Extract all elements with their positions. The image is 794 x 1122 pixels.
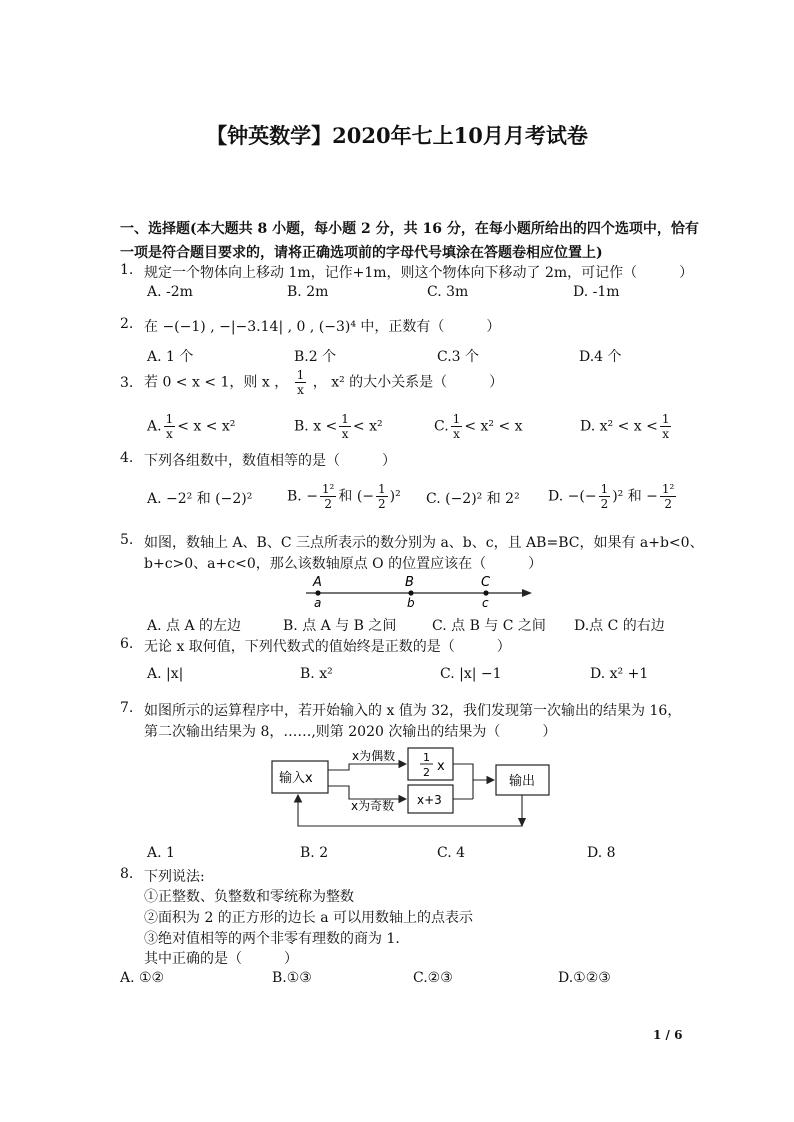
q4-option-d: D. −(− $\frac{1}{2}$ )² 和 − $\frac{\text{1²}}{2}$	[548, 482, 675, 511]
q7-option-a: A. 1	[147, 845, 175, 861]
q3-option-a: A. $\frac{1}{x}$ < x < x²	[147, 412, 236, 441]
q5-option-a: A. 点 A 的左边	[147, 618, 242, 634]
q3-fraction: $\frac{1}{x}$	[296, 368, 305, 397]
q4-option-a: A. −2² 和 (−2)²	[147, 491, 253, 507]
q5-option-d: D.点 C 的右边	[574, 618, 665, 634]
question-number: 6.	[120, 636, 134, 652]
merge-arrow	[453, 764, 494, 780]
q4-option-b: B. − $\frac{\text{1²}}{2}$ 和 (− $\frac{1}{2}$ )²	[287, 482, 401, 511]
q5-option-c: C. 点 B 与 C 之间	[432, 618, 546, 634]
point-a	[315, 590, 320, 595]
question-number: 2.	[120, 316, 134, 332]
q8-option-a: A. ①②	[120, 970, 165, 986]
question-number: 1.	[120, 262, 134, 278]
label-a: A	[313, 575, 322, 590]
number-line-figure	[300, 572, 540, 612]
q1-option-c: C. 3m	[427, 284, 469, 300]
question-8-text: 下列说法:	[144, 869, 205, 885]
value-b: b	[407, 596, 415, 610]
section-heading-line2: 一项是符合题目要求的，请将正确选项前的字母代号填涂在答题卷相应位置上)	[120, 245, 603, 261]
question-1-text: 规定一个物体向上移动 1m，记作+1m，则这个物体向下移动了 2m，可记作（ ）	[144, 265, 694, 281]
q1-option-a: A. -2m	[147, 284, 193, 300]
q6-option-c: C. |x| −1	[440, 666, 502, 682]
odd-label: x为奇数	[351, 799, 395, 813]
q6-option-a: A. |x|	[147, 666, 184, 682]
q1-option-d: D. -1m	[573, 284, 620, 300]
question-7-line2: 第二次输出结果为 8，……,则第 2020 次输出的结果为（ ）	[144, 724, 557, 740]
question-7-line1: 如图所示的运算程序中，若开始输入的 x 值为 32，我们发现第一次输出的结果为 16，	[144, 703, 682, 719]
question-6-text: 无论 x 取何值，下列代数式的值始终是正数的是（ ）	[144, 639, 511, 655]
q3-text-b: ， x² 的大小关系是（ ）	[312, 374, 504, 391]
question-number: 7.	[120, 700, 134, 716]
q2-expression: −(−1) , −|−3.14| , 0 , (−3)⁴	[162, 319, 356, 335]
question-number: 4.	[120, 450, 134, 466]
question-3-text	[144, 368, 503, 397]
q8-option-d: D.①②③	[558, 970, 611, 986]
q2-option-c: C.3 个	[437, 349, 480, 365]
q3-option-b: B. x < $\frac{1}{x}$ < x²	[294, 412, 383, 441]
value-c: c	[482, 596, 489, 610]
question-number: 8.	[120, 866, 134, 882]
q6-option-b: B. x²	[300, 666, 333, 682]
question-5-line2: b+c>0、a+c<0，那么该数轴原点 O 的位置应该在（ ）	[144, 556, 543, 572]
point-c	[483, 590, 488, 595]
q2-option-a: A. 1 个	[147, 349, 194, 365]
q3-option-c: C. $\frac{1}{x}$ < x² < x	[434, 412, 523, 441]
label-c: C	[481, 575, 491, 590]
question-5-line1: 如图，数轴上 A、B、C 三点所表示的数分别为 a、b、c，且 AB=BC，如果有 a+b<0、	[144, 535, 704, 551]
q8-option-c: C.②③	[413, 970, 453, 986]
q3-option-d: D. x² < x < $\frac{1}{x}$	[580, 412, 670, 441]
section-heading-line1: 一、选择题(本大题共 8 小题，每小题 2 分，共 16 分，在每小题所给出的四个选项中，恰有	[120, 221, 699, 237]
arrow-icon	[522, 589, 532, 597]
question-2-text	[144, 316, 500, 336]
q2-option-b: B.2 个	[294, 349, 337, 365]
svg-text:1: 1	[423, 751, 430, 764]
question-4-text: 下列各组数中，数值相等的是（ ）	[144, 453, 396, 469]
q7-option-d: D. 8	[587, 845, 616, 861]
q8-statement-3: ③绝对值相等的两个非零有理数的商为 1.	[144, 931, 400, 947]
question-number: 5.	[120, 532, 134, 548]
value-a: a	[314, 596, 322, 610]
q4-option-c: C. (−2)² 和 2²	[426, 491, 520, 507]
svg-text:2: 2	[423, 766, 430, 779]
question-number: 3.	[120, 375, 134, 391]
q7-option-b: B. 2	[300, 845, 329, 861]
label-b: B	[405, 575, 414, 590]
flowchart-figure	[265, 744, 565, 834]
input-label: 输入x	[279, 771, 313, 786]
point-b	[408, 590, 413, 595]
q2-prefix: 在	[144, 319, 158, 335]
even-arrow	[328, 764, 406, 770]
q2-suffix: 中，正数有（ ）	[360, 319, 501, 335]
output-label: 输出	[509, 774, 536, 789]
even-label: x为偶数	[352, 749, 396, 763]
q5-option-b: B. 点 A 与 B 之间	[283, 618, 397, 634]
q8-statement-2: ②面积为 2 的正方形的边长 a 可以用数轴上的点表示	[144, 910, 474, 926]
plus3-label: x+3	[417, 793, 442, 807]
odd-arrow	[328, 786, 406, 799]
q6-option-d: D. x² +1	[590, 666, 649, 682]
q7-option-c: C. 4	[437, 845, 466, 861]
q8-option-b: B.①③	[272, 970, 312, 986]
svg-text:x: x	[437, 759, 445, 774]
page-title: 【钟英数学】2020年七上10月月考试卷	[206, 123, 588, 148]
q8-statement-1: ①正整数、负整数和零统称为整数	[144, 889, 354, 905]
q8-ask: 其中正确的是（ ）	[144, 951, 298, 967]
q3-text-a: 若 0 < x < 1，则 x ，	[144, 374, 289, 391]
q1-option-b: B. 2m	[287, 284, 329, 300]
page-number: 1 / 6	[653, 1028, 683, 1042]
q2-option-d: D.4 个	[579, 349, 622, 365]
